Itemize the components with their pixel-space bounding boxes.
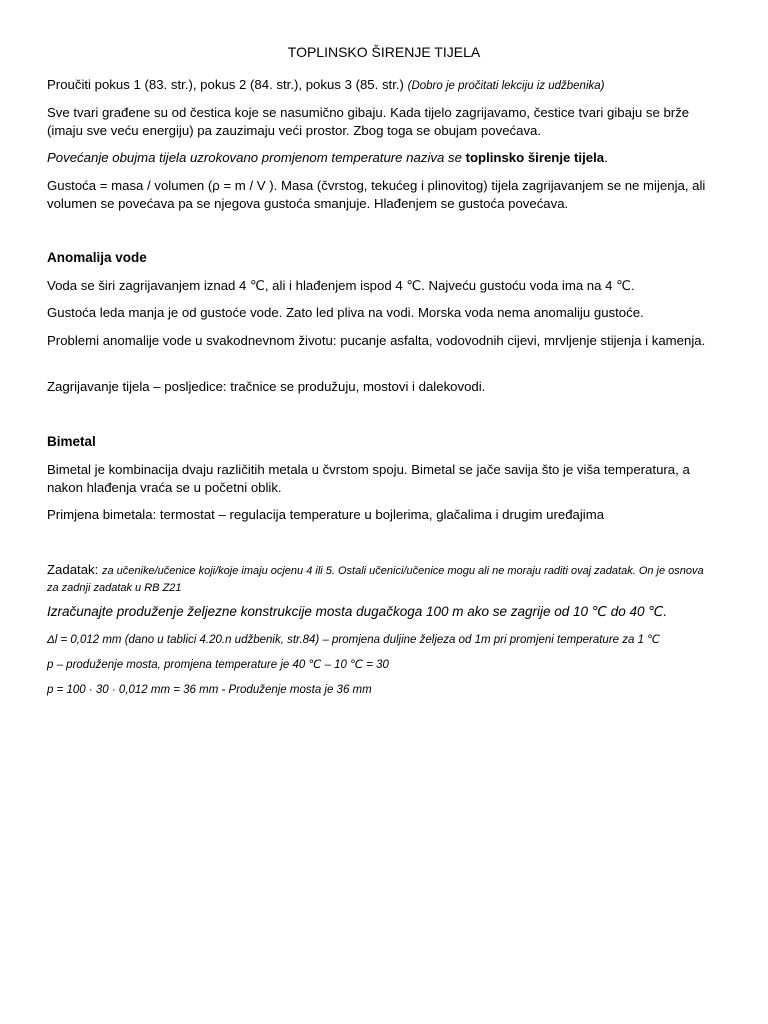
bimetal-paragraph-1: Bimetal je kombinacija dvaju različitih metala u čvrstom spoju. Bimetal se jače savija što je viša temperatura, a nakon hlađenja vraća se u početni oblik. [47, 462, 690, 495]
definition-paragraph [47, 149, 717, 167]
anomaly-paragraph-2: Gustoća leda manja je od gustoće vode. Zato led pliva na vodi. Morska voda nema anomaliju gustoće. [47, 305, 644, 320]
task-solution-line-3: p = 100 · 30 · 0,012 mm = 36 mm - Produženje mosta je 36 mm [47, 684, 372, 696]
intro-note: (Dobro je pročitati lekciju iz udžbenika) [407, 80, 605, 92]
definition-end: . [604, 150, 608, 165]
task-intro [47, 562, 717, 596]
anomaly-paragraph-3: Problemi anomalije vode u svakodnevnom životu: pucanje asfalta, vodovodnih cijevi, mrvljenje stijenja i kamenja. [47, 333, 706, 348]
task-question: Izračunajte produženje željezne konstrukcije mosta dugačkoga 100 m ako se zagrije od 10 ℃ do 40 ℃. [47, 604, 668, 619]
task-note: za učenike/učenice koji/koje imaju ocjenu 4 ili 5. Ostali učenici/učenice mogu ali ne moraju raditi ovaj zadatak. On je osnova za zadnji zadatak u RB Z21 [47, 565, 704, 594]
anomaly-paragraph-1: Voda se širi zagrijavanjem iznad 4 ℃, ali i hlađenjem ispod 4 ℃. Najveću gustoću voda ima na 4 ℃. [47, 278, 635, 293]
heading-bimetal: Bimetal [47, 434, 96, 449]
task-solution-line-2: p – produženje mosta, promjena temperature je 40 ℃ – 10 ℃ = 30 [47, 659, 389, 671]
intro-paragraph [47, 76, 717, 96]
task-solution-line-1: Δl = 0,012 mm (dano u tablici 4.20.n udžbenik, str.84) – promjena duljine željeza od 1m pri promjeni temperature za 1 ℃ [47, 634, 661, 646]
definition-term: toplinsko širenje tijela [465, 150, 605, 165]
bimetal-paragraph-2: Primjena bimetala: termostat – regulacija temperature u bojlerima, glačalima i drugim uređajima [47, 507, 605, 522]
paragraph-particles: Sve tvari građene su od čestica koje se nasumično gibaju. Kada tijelo zagrijavamo, čestice tvari gibaju se brže (imaju sve veću energiju) pa zauzimaju veći prostor. Zbog toga se obujam povećava. [47, 105, 690, 138]
paragraph-density: Gustoća = masa / volumen (ρ = m / V ). Masa (čvrstog, tekućeg i plinovitog) tijela zagrijavanjem se ne mijenja, ali volumen se povećava pa se njegova gustoća smanjuje. Hlađenjem se gustoća povećava. [47, 178, 706, 211]
intro-text: Proučiti pokus 1 (83. str.), pokus 2 (84. str.), pokus 3 (85. str.) [47, 77, 408, 92]
anomaly-paragraph-4: Zagrijavanje tijela – posljedice: tračnice se produžuju, mostovi i dalekovodi. [47, 379, 486, 394]
page-title: TOPLINSKO ŠIRENJE TIJELA [287, 44, 481, 60]
task-label: Zadatak: [47, 562, 102, 577]
definition-lead: Povećanje obujma tijela uzrokovano promjenom temperature naziva se [47, 150, 466, 165]
heading-water-anomaly: Anomalija vode [47, 250, 147, 265]
